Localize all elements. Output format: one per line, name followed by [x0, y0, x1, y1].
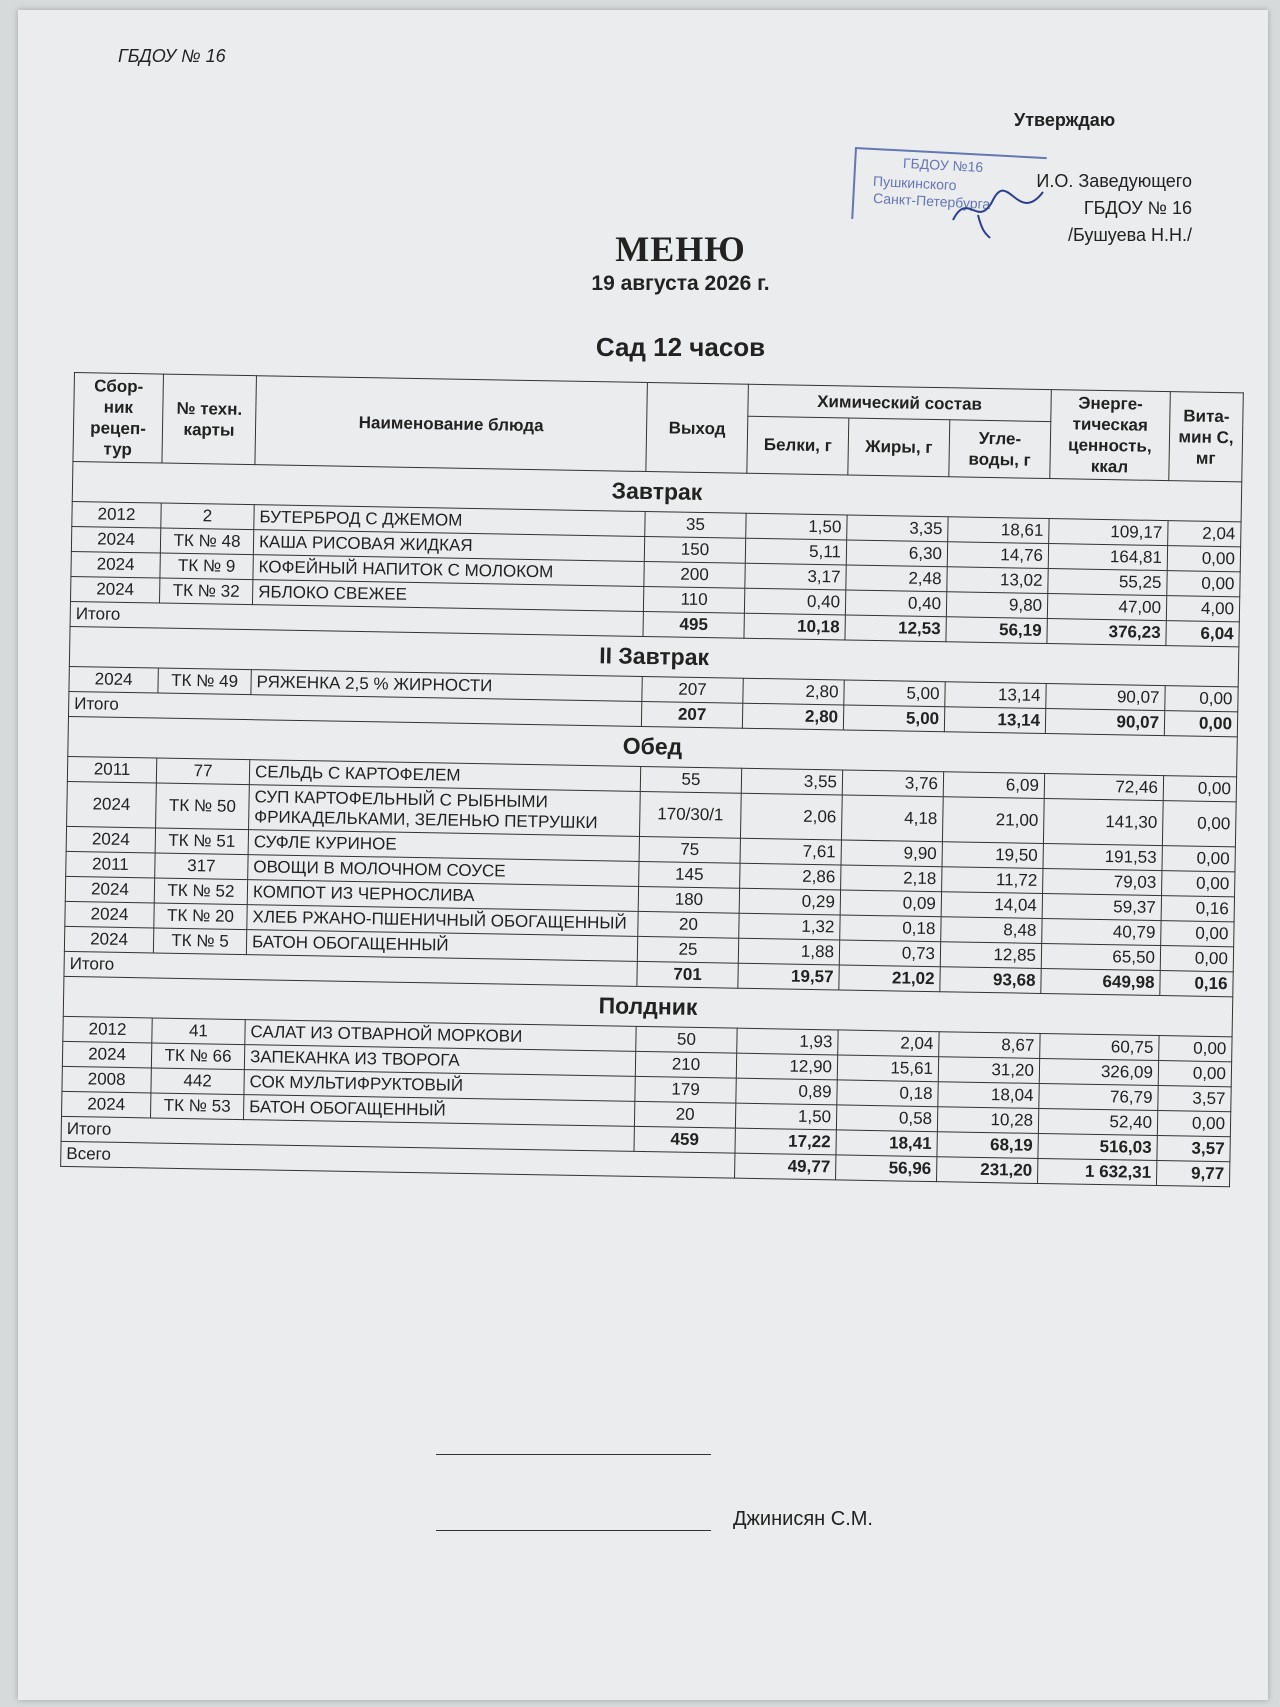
- dish-cell: СУФЛЕ КУРИНОЕ: [248, 830, 639, 862]
- grand-total-fat: 56,96: [836, 1155, 937, 1182]
- tech-card-cell: ТК № 9: [160, 553, 253, 580]
- director-org: ГБДОУ № 16: [1083, 198, 1192, 218]
- menu-sheet: [18, 10, 1268, 1700]
- dish-cell: ОВОЩИ В МОЛОЧНОМ СОУСЕ: [248, 855, 639, 887]
- yield-cell: 75: [639, 836, 740, 863]
- carbs-cell: 12,85: [940, 942, 1041, 969]
- col-collection: Сбор-ник рецеп-тур: [73, 373, 164, 464]
- dish-cell: ЗАПЕКАНКА ИЗ ТВОРОГА: [244, 1045, 635, 1077]
- vitamin-cell: 0,00: [1159, 1036, 1232, 1062]
- total-label: Итого: [68, 691, 641, 726]
- tech-card-cell: 2: [161, 503, 254, 530]
- collection-cell: 2012: [63, 1016, 152, 1043]
- stamp-line: Пушкинского: [872, 172, 957, 194]
- energy-cell: 40,79: [1042, 918, 1161, 945]
- collection-cell: 2008: [62, 1066, 151, 1093]
- protein-cell: 2,86: [740, 863, 841, 890]
- energy-cell: 164,81: [1048, 544, 1167, 571]
- col-protein: Белки, г: [747, 416, 849, 475]
- fat-cell: 3,76: [842, 770, 943, 797]
- protein-cell: 3,55: [741, 768, 842, 795]
- vitamin-cell: 0,00: [1160, 946, 1233, 972]
- page-title: МЕНЮ: [615, 229, 746, 269]
- carbs-cell: 9,80: [946, 592, 1047, 619]
- dish-cell: БАТОН ОБОГАЩЕННЫЙ: [243, 1095, 634, 1127]
- energy-cell: 191,53: [1043, 843, 1162, 870]
- section-title: Обед: [68, 716, 1238, 776]
- total-fat: 5,00: [843, 705, 944, 732]
- collection-cell: 2012: [72, 501, 161, 528]
- vitamin-cell: 0,00: [1162, 846, 1235, 872]
- carbs-cell: 11,72: [942, 867, 1043, 894]
- protein-cell: 7,61: [740, 838, 841, 865]
- vitamin-cell: 0,00: [1165, 686, 1238, 712]
- tech-card-cell: 317: [155, 853, 248, 880]
- total-energy: 516,03: [1038, 1133, 1157, 1160]
- vitamin-cell: 0,00: [1157, 1111, 1230, 1137]
- yield-cell: 180: [638, 886, 739, 913]
- tech-card-cell: ТК № 51: [155, 828, 248, 855]
- vitamin-cell: 0,00: [1158, 1061, 1231, 1087]
- tech-card-cell: ТК № 52: [154, 878, 247, 905]
- protein-cell: 0,29: [739, 888, 840, 915]
- total-fat: 18,41: [836, 1130, 937, 1157]
- director-name: /Бушуева Н.Н./: [1067, 225, 1192, 245]
- col-chem: Химический состав: [748, 384, 1052, 421]
- yield-cell: 210: [635, 1051, 736, 1078]
- total-protein: 10,18: [744, 613, 845, 640]
- grand-total-label: Всего: [61, 1141, 735, 1178]
- col-vitamin: Вита-мин С, мг: [1169, 392, 1244, 482]
- yield-cell: 145: [639, 861, 740, 888]
- carbs-cell: 13,14: [945, 682, 1046, 709]
- total-yield: 207: [641, 701, 742, 728]
- tech-card-cell: ТК № 48: [160, 528, 253, 555]
- org-name: ГБДОУ № 16: [118, 46, 226, 66]
- protein-cell: 1,32: [739, 913, 840, 940]
- total-yield: 459: [634, 1126, 735, 1153]
- total-carbs: 13,14: [944, 707, 1045, 734]
- collection-cell: 2024: [67, 781, 157, 828]
- total-yield: 495: [643, 611, 744, 638]
- collection-cell: 2024: [69, 666, 158, 693]
- tech-card-cell: ТК № 49: [158, 668, 251, 695]
- carbs-cell: 6,09: [943, 772, 1044, 799]
- carbs-cell: 18,61: [948, 517, 1049, 544]
- tech-card-cell: ТК № 53: [150, 1093, 243, 1120]
- protein-cell: 1,88: [738, 938, 839, 965]
- yield-cell: 200: [644, 561, 745, 588]
- signer-name: Джинисян С.М.: [733, 1508, 873, 1530]
- total-carbs: 68,19: [937, 1132, 1038, 1159]
- protein-cell: 5,11: [745, 538, 846, 565]
- vitamin-cell: 0,00: [1167, 571, 1240, 597]
- fat-cell: 0,09: [840, 890, 941, 917]
- collection-cell: 2024: [62, 1091, 151, 1118]
- energy-cell: 72,46: [1044, 774, 1163, 801]
- tech-card-cell: ТК № 32: [159, 578, 252, 605]
- energy-cell: 65,50: [1041, 943, 1160, 970]
- menu-subtitle: Сад 12 часов: [595, 332, 766, 362]
- energy-cell: 55,25: [1048, 569, 1167, 596]
- collection-cell: 2024: [66, 826, 155, 853]
- energy-cell: 90,07: [1046, 684, 1165, 711]
- energy-cell: 79,03: [1043, 868, 1162, 895]
- col-yield: Выход: [646, 383, 749, 474]
- vitamin-cell: 2,04: [1168, 521, 1241, 547]
- collection-cell: 2024: [65, 876, 154, 903]
- energy-cell: 59,37: [1042, 893, 1161, 920]
- energy-cell: 141,30: [1043, 798, 1163, 845]
- vitamin-cell: 0,00: [1162, 801, 1236, 847]
- energy-cell: 47,00: [1047, 594, 1166, 621]
- col-energy: Энерге-тическая ценность, ккал: [1050, 390, 1171, 481]
- total-carbs: 93,68: [940, 967, 1041, 994]
- fat-cell: 5,00: [844, 680, 945, 707]
- fat-cell: 0,73: [839, 940, 940, 967]
- tech-card-cell: ТК № 20: [154, 903, 247, 930]
- total-vit: 0,16: [1160, 971, 1233, 997]
- fat-cell: 4,18: [841, 795, 943, 842]
- carbs-cell: 14,04: [941, 892, 1042, 919]
- total-vit: 6,04: [1166, 621, 1239, 647]
- section-title: Полдник: [63, 976, 1233, 1036]
- col-dish: Наименование блюда: [255, 376, 647, 472]
- carbs-cell: 31,20: [938, 1057, 1039, 1084]
- fat-cell: 0,18: [840, 915, 941, 942]
- protein-cell: 0,40: [744, 588, 845, 615]
- vitamin-cell: 0,00: [1162, 871, 1235, 897]
- vitamin-cell: 0,16: [1161, 896, 1234, 922]
- dish-cell: КОФЕЙНЫЙ НАПИТОК С МОЛОКОМ: [253, 555, 644, 587]
- col-carbs: Угле-воды, г: [949, 419, 1051, 478]
- stamp-line: ГБДОУ №16: [902, 154, 984, 176]
- dish-cell: СУП КАРТОФЕЛЬНЫЙ С РЫБНЫМИ ФРИКАДЕЛЬКАМИ, ЗЕЛЕНЬЮ ПЕТРУШКИ: [249, 785, 641, 837]
- protein-cell: 1,93: [737, 1028, 838, 1055]
- yield-cell: 20: [634, 1101, 735, 1128]
- yield-cell: 207: [642, 676, 743, 703]
- yield-cell: 110: [643, 586, 744, 613]
- tech-card-cell: 442: [151, 1068, 244, 1095]
- protein-cell: 2,80: [743, 678, 844, 705]
- col-tech-card: № техн. карты: [162, 374, 257, 465]
- yield-cell: 35: [645, 511, 746, 538]
- total-energy: 376,23: [1047, 619, 1166, 646]
- carbs-cell: 8,48: [941, 917, 1042, 944]
- protein-cell: 0,89: [736, 1078, 837, 1105]
- protein-cell: 12,90: [736, 1053, 837, 1080]
- carbs-cell: 8,67: [939, 1032, 1040, 1059]
- section-title: II Завтрак: [69, 626, 1239, 686]
- tech-card-cell: ТК № 5: [153, 928, 246, 955]
- dish-cell: РЯЖЕНКА 2,5 % ЖИРНОСТИ: [251, 670, 642, 702]
- carbs-cell: 13,02: [947, 567, 1048, 594]
- menu-table: [60, 372, 1244, 1187]
- fat-cell: 0,58: [836, 1105, 937, 1132]
- dish-cell: СОК МУЛЬТИФРУКТОВЫЙ: [244, 1070, 635, 1102]
- carbs-cell: 14,76: [947, 542, 1048, 569]
- menu-body: [61, 461, 1242, 1186]
- dish-cell: СЕЛЬДЬ С КАРТОФЕЛЕМ: [249, 760, 640, 792]
- fat-cell: 15,61: [837, 1055, 938, 1082]
- menu-date: 19 августа 2026 г.: [591, 272, 770, 295]
- total-vit: 0,00: [1164, 711, 1237, 737]
- dish-cell: КАША РИСОВАЯ ЖИДКАЯ: [253, 530, 644, 562]
- tech-card-cell: 77: [156, 758, 249, 785]
- yield-cell: 150: [644, 536, 745, 563]
- energy-cell: 326,09: [1039, 1058, 1158, 1085]
- tech-card-cell: ТК № 50: [156, 783, 250, 830]
- dish-cell: БУТЕРБРОД С ДЖЕМОМ: [254, 505, 645, 537]
- collection-cell: 2024: [65, 901, 154, 928]
- total-protein: 17,22: [735, 1128, 836, 1155]
- fat-cell: 2,48: [846, 565, 947, 592]
- signature-line: [436, 1454, 711, 1455]
- grand-total-energy: 1 632,31: [1037, 1158, 1156, 1185]
- energy-cell: 109,17: [1049, 519, 1168, 546]
- total-protein: 2,80: [742, 703, 843, 730]
- approve-label: Утверждаю: [1014, 110, 1116, 130]
- yield-cell: 170/30/1: [639, 791, 741, 838]
- col-fat: Жиры, г: [848, 418, 950, 477]
- director-title: И.О. Заведующего: [1036, 171, 1192, 191]
- total-vit: 3,57: [1157, 1136, 1230, 1162]
- energy-cell: 76,79: [1039, 1083, 1158, 1110]
- yield-cell: 50: [636, 1026, 737, 1053]
- vitamin-cell: 3,57: [1158, 1086, 1231, 1112]
- fat-cell: 3,35: [847, 515, 948, 542]
- dish-cell: ХЛЕБ РЖАНО-ПШЕНИЧНЫЙ ОБОГАЩЕННЫЙ: [247, 905, 638, 937]
- yield-cell: 25: [637, 936, 738, 963]
- protein-cell: 3,17: [745, 563, 846, 590]
- total-label: Итого: [70, 601, 643, 636]
- energy-cell: 60,75: [1040, 1033, 1159, 1060]
- fat-cell: 0,40: [845, 590, 946, 617]
- collection-cell: 2024: [71, 526, 160, 553]
- total-carbs: 56,19: [946, 617, 1047, 644]
- protein-cell: 1,50: [746, 513, 847, 540]
- carbs-cell: 10,28: [937, 1107, 1038, 1134]
- fat-cell: 9,90: [841, 840, 942, 867]
- collection-cell: 2024: [64, 926, 153, 953]
- carbs-cell: 19,50: [942, 842, 1043, 869]
- total-fat: 12,53: [845, 615, 946, 642]
- yield-cell: 55: [640, 766, 741, 793]
- tech-card-cell: 41: [152, 1018, 245, 1045]
- total-label: Итого: [61, 1116, 634, 1151]
- vitamin-cell: 0,00: [1163, 776, 1236, 802]
- stamp-line: Санкт-Петербурга: [872, 189, 991, 213]
- total-energy: 90,07: [1045, 709, 1164, 736]
- tech-card-cell: ТК № 66: [151, 1043, 244, 1070]
- energy-cell: 52,40: [1038, 1108, 1157, 1135]
- fat-cell: 6,30: [846, 540, 947, 567]
- fat-cell: 0,18: [837, 1080, 938, 1107]
- total-yield: 701: [637, 961, 738, 988]
- dish-cell: САЛАТ ИЗ ОТВАРНОЙ МОРКОВИ: [245, 1020, 636, 1052]
- dish-cell: ЯБЛОКО СВЕЖЕЕ: [252, 580, 643, 612]
- vitamin-cell: 0,00: [1161, 921, 1234, 947]
- carbs-cell: 18,04: [938, 1082, 1039, 1109]
- total-protein: 19,57: [738, 963, 839, 990]
- yield-cell: 20: [638, 911, 739, 938]
- dish-cell: КОМПОТ ИЗ ЧЕРНОСЛИВА: [247, 880, 638, 912]
- grand-total-carbs: 231,20: [937, 1157, 1038, 1184]
- dish-cell: БАТОН ОБОГАЩЕННЫЙ: [246, 930, 637, 962]
- total-label: Итого: [64, 951, 637, 986]
- total-fat: 21,02: [839, 965, 940, 992]
- grand-total-protein: 49,77: [735, 1153, 836, 1180]
- fat-cell: 2,18: [841, 865, 942, 892]
- vitamin-cell: 4,00: [1166, 596, 1239, 622]
- collection-cell: 2024: [70, 576, 159, 603]
- collection-cell: 2011: [66, 851, 155, 878]
- carbs-cell: 21,00: [942, 797, 1044, 844]
- collection-cell: 2024: [62, 1041, 151, 1068]
- protein-cell: 2,06: [740, 793, 842, 840]
- vitamin-cell: 0,00: [1167, 546, 1240, 572]
- fat-cell: 2,04: [838, 1030, 939, 1057]
- grand-total-vit: 9,77: [1156, 1161, 1229, 1187]
- protein-cell: 1,50: [735, 1103, 836, 1130]
- collection-cell: 2024: [71, 551, 160, 578]
- collection-cell: 2011: [67, 756, 156, 783]
- total-energy: 649,98: [1041, 968, 1160, 995]
- section-title: Завтрак: [72, 461, 1242, 521]
- signature-line: [436, 1530, 711, 1531]
- yield-cell: 179: [635, 1076, 736, 1103]
